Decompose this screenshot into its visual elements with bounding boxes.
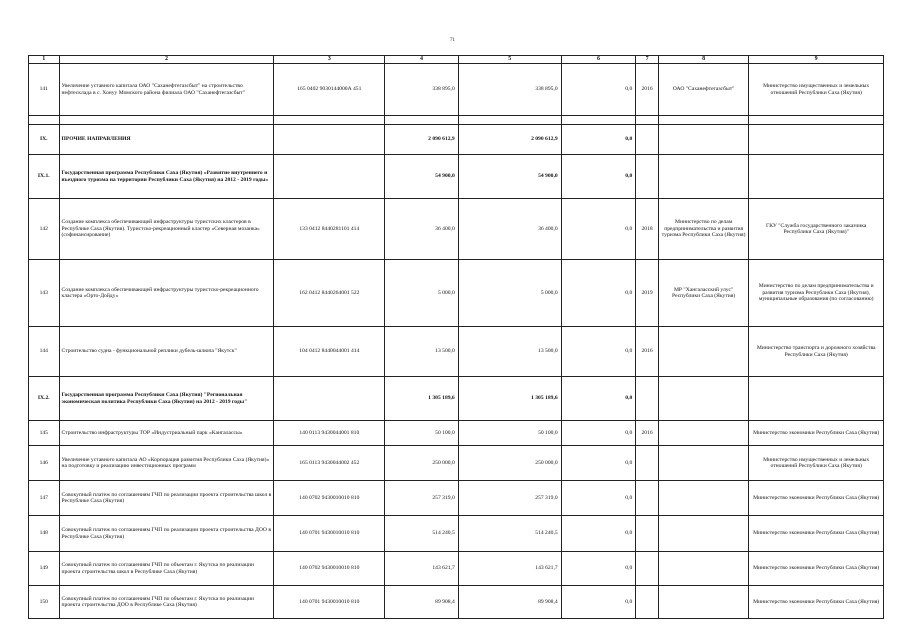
row-executor xyxy=(658,446,748,481)
row-value-5: 143 621,7 xyxy=(458,552,561,586)
row-value-6: 0,0 xyxy=(561,155,636,199)
row-code xyxy=(274,125,385,155)
row-number: 144 xyxy=(29,327,60,377)
row-name: Совокупный платеж по соглашениям ГЧП по реализации проекта строительства школ в Республике Саха (Якутия) xyxy=(59,481,274,516)
row-value-5: 13 500,0 xyxy=(458,327,561,377)
row-value-5: 338 895,0 xyxy=(458,64,561,116)
row-code xyxy=(274,377,385,421)
row-year: 2016 xyxy=(636,327,659,377)
row-value-4: 54 900,0 xyxy=(385,155,459,199)
row-number: IX. xyxy=(29,125,60,155)
table-row xyxy=(29,516,884,552)
header-cell: 8 xyxy=(658,56,748,64)
row-code xyxy=(274,116,385,125)
row-year xyxy=(636,155,659,199)
row-number: 143 xyxy=(29,260,60,327)
row-code: 104 0412 8440044001 414 xyxy=(274,327,385,377)
row-value-4: 2 090 612,9 xyxy=(385,125,459,155)
row-executor xyxy=(658,421,748,446)
row-value-4: 1 305 189,6 xyxy=(385,377,459,421)
row-value-6: 0,0 xyxy=(561,421,636,446)
row-code: 140 0702 9430010010 810 xyxy=(274,552,385,586)
row-number: 149 xyxy=(29,552,60,586)
row-value-4: 36 400,0 xyxy=(385,199,459,260)
row-number: 148 xyxy=(29,516,60,552)
row-year xyxy=(636,125,659,155)
table-row xyxy=(29,421,884,446)
row-code: 165 0113 9430044002 452 xyxy=(274,446,385,481)
row-value-6: 0,0 xyxy=(561,552,636,586)
row-year xyxy=(636,116,659,125)
row-name: Строительство инфраструктуры ТОР «Индустриальный парк «Кангалассы» xyxy=(59,421,274,446)
row-year xyxy=(636,446,659,481)
row-number: 141 xyxy=(29,64,60,116)
table-row xyxy=(29,64,884,116)
header-cell: 5 xyxy=(458,56,561,64)
table-row xyxy=(29,586,884,619)
row-responsible xyxy=(749,125,884,155)
row-value-6: 0,0 xyxy=(561,516,636,552)
table-row xyxy=(29,481,884,516)
row-value-4: 143 621,7 xyxy=(385,552,459,586)
investment-table xyxy=(28,55,884,619)
row-name xyxy=(59,116,274,125)
row-name: Строительство судна - функциональной реплики дубель-шлюпа "Якутск" xyxy=(59,327,274,377)
row-responsible xyxy=(749,116,884,125)
row-name: Государственная программа Республики Саха (Якутия) "Региональная экономическая политика Республики Саха (Якутия) на 2012 - 2019 годы" xyxy=(59,377,274,421)
row-name: Совокупный платеж по соглашениям ГЧП по реализации проекта строительства ДОО в Республике Саха (Якутия) xyxy=(59,516,274,552)
row-value-6: 0,0 xyxy=(561,327,636,377)
row-code: 140 0113 9430044001 810 xyxy=(274,421,385,446)
row-value-4: 250 000,0 xyxy=(385,446,459,481)
row-executor xyxy=(658,155,748,199)
row-executor xyxy=(658,552,748,586)
row-value-6: 0,0 xyxy=(561,260,636,327)
table-row xyxy=(29,199,884,260)
row-number: 142 xyxy=(29,199,60,260)
row-value-4: 50 100,0 xyxy=(385,421,459,446)
row-executor: МР "Хангаласский улус" Республики Саха (Якутия) xyxy=(658,260,748,327)
row-name: Совокупный платеж по соглашениям ГЧП по объектам г. Якутска по реализации проекта строительства ДОО в Республике Саха (Якутия) xyxy=(59,586,274,619)
row-executor xyxy=(658,516,748,552)
row-number: 147 xyxy=(29,481,60,516)
header-cell: 6 xyxy=(561,56,636,64)
header-cell: 4 xyxy=(385,56,459,64)
table-row xyxy=(29,327,884,377)
row-responsible xyxy=(749,377,884,421)
row-code xyxy=(274,155,385,199)
row-value-5: 2 090 612,9 xyxy=(458,125,561,155)
row-value-5 xyxy=(458,116,561,125)
row-executor: Министерство по делам предпринимательства и развития туризма Республики Саха (Якутия) xyxy=(658,199,748,260)
row-responsible: ГКУ "Служба государственного заказчика Республики Саха (Якутия)" xyxy=(749,199,884,260)
row-value-4 xyxy=(385,116,459,125)
row-responsible: Министерство имущественных и земельных отношений Республики Саха (Якутия) xyxy=(749,446,884,481)
row-number: IX.1. xyxy=(29,155,60,199)
row-executor xyxy=(658,481,748,516)
table-row xyxy=(29,377,884,421)
row-value-4: 89 908,4 xyxy=(385,586,459,619)
row-responsible: Министерство имущественных и земельных отношений Республики Саха (Якутия) xyxy=(749,64,884,116)
row-responsible: Министерство по делам предпринимательства и развития туризма Республики Саха (Якутия), муниципальные образования (по согласованию) xyxy=(749,260,884,327)
row-executor xyxy=(658,586,748,619)
row-executor xyxy=(658,125,748,155)
row-responsible: Министерство экономики Республики Саха (Якутия) xyxy=(749,516,884,552)
header-cell: 2 xyxy=(59,56,274,64)
row-year xyxy=(636,481,659,516)
row-value-5: 257 319,0 xyxy=(458,481,561,516)
header-cell: 7 xyxy=(636,56,659,64)
row-year xyxy=(636,552,659,586)
row-value-6 xyxy=(561,116,636,125)
header-cell: 9 xyxy=(749,56,884,64)
row-responsible: Министерство экономики Республики Саха (Якутия) xyxy=(749,552,884,586)
row-value-5: 5 000,0 xyxy=(458,260,561,327)
row-value-6: 0,0 xyxy=(561,64,636,116)
row-executor xyxy=(658,116,748,125)
row-year: 2018 xyxy=(636,199,659,260)
row-code: 140 0701 9430010010 810 xyxy=(274,516,385,552)
row-name: Создание комплекса обеспечивающей инфраструктуры туристско-рекреационного кластера «Орто-Дойду» xyxy=(59,260,274,327)
row-responsible: Министерство экономики Республики Саха (Якутия) xyxy=(749,481,884,516)
row-name: Увеличение уставного капитала ОАО "Саханефтегазсбыт" на строительство нефтесклада в с. Хонуу Момского района филиала ОАО "Саханефтегазсбыт" xyxy=(59,64,274,116)
row-code: 140 0702 9430010010 810 xyxy=(274,481,385,516)
row-year xyxy=(636,377,659,421)
row-name: ПРОЧИЕ НАПРАВЛЕНИЯ xyxy=(59,125,274,155)
row-value-4: 13 500,0 xyxy=(385,327,459,377)
row-value-6: 0,0 xyxy=(561,125,636,155)
table-row xyxy=(29,446,884,481)
row-value-6: 0,0 xyxy=(561,446,636,481)
row-value-5: 250 000,0 xyxy=(458,446,561,481)
row-number: 145 xyxy=(29,421,60,446)
row-value-5: 1 305 189,6 xyxy=(458,377,561,421)
row-value-6: 0,0 xyxy=(561,377,636,421)
page-number: 71 xyxy=(450,38,455,43)
row-code: 165 0402 9030144000А 451 xyxy=(274,64,385,116)
row-code: 133 0412 8440281101 414 xyxy=(274,199,385,260)
row-value-4: 5 000,0 xyxy=(385,260,459,327)
header-cell: 3 xyxy=(274,56,385,64)
row-executor: ОАО "Саханефтегазсбыт" xyxy=(658,64,748,116)
table-row xyxy=(29,260,884,327)
row-value-6: 0,0 xyxy=(561,586,636,619)
row-value-4: 514 240,5 xyxy=(385,516,459,552)
row-responsible: Министерство транспорта и дорожного хозяйства Республики Саха (Якутия) xyxy=(749,327,884,377)
row-value-6: 0,0 xyxy=(561,481,636,516)
row-year: 2019 xyxy=(636,260,659,327)
row-year: 2016 xyxy=(636,64,659,116)
row-year xyxy=(636,586,659,619)
row-number: IX.2. xyxy=(29,377,60,421)
row-number xyxy=(29,116,60,125)
row-name: Совокупный платеж по соглашениям ГЧП по объектам г. Якутска по реализации проекта строительства школ в Республике Саха (Якутия) xyxy=(59,552,274,586)
row-value-5: 50 100,0 xyxy=(458,421,561,446)
row-name: Создание комплекса обеспечивающей инфраструктуры туристских кластеров в Республике Саха (Якутия). Туристско-рекреационный кластер «Северная мозаика» (софинансирование) xyxy=(59,199,274,260)
row-value-6: 0,0 xyxy=(561,199,636,260)
table-row xyxy=(29,116,884,125)
table-row xyxy=(29,155,884,199)
row-value-4: 338 895,0 xyxy=(385,64,459,116)
row-value-5: 89 908,4 xyxy=(458,586,561,619)
row-responsible xyxy=(749,155,884,199)
row-responsible: Министерство экономики Республики Саха (Якутия) xyxy=(749,586,884,619)
row-value-4: 257 319,0 xyxy=(385,481,459,516)
row-year xyxy=(636,516,659,552)
row-name: Государственная программа Республики Саха (Якутия) «Развитие внутреннего и въездного туризма на территории Республики Саха (Якутия) на 2012 - 2019 годы» xyxy=(59,155,274,199)
row-value-5: 514 240,5 xyxy=(458,516,561,552)
table-row xyxy=(29,125,884,155)
row-value-5: 36 400,0 xyxy=(458,199,561,260)
header-row xyxy=(29,56,884,64)
header-cell: 1 xyxy=(29,56,60,64)
row-code: 162 0412 8440264001 522 xyxy=(274,260,385,327)
row-number: 150 xyxy=(29,586,60,619)
row-code: 140 0701 9430010010 810 xyxy=(274,586,385,619)
row-executor xyxy=(658,377,748,421)
row-name: Увеличение уставного капитала АО «Корпорация развития Республики Саха (Якутия)» на подготовку и реализацию инвестиционных программ xyxy=(59,446,274,481)
row-year: 2016 xyxy=(636,421,659,446)
row-number: 146 xyxy=(29,446,60,481)
row-responsible: Министерство экономики Республики Саха (Якутия) xyxy=(749,421,884,446)
table-row xyxy=(29,552,884,586)
row-executor xyxy=(658,327,748,377)
row-value-5: 54 900,0 xyxy=(458,155,561,199)
